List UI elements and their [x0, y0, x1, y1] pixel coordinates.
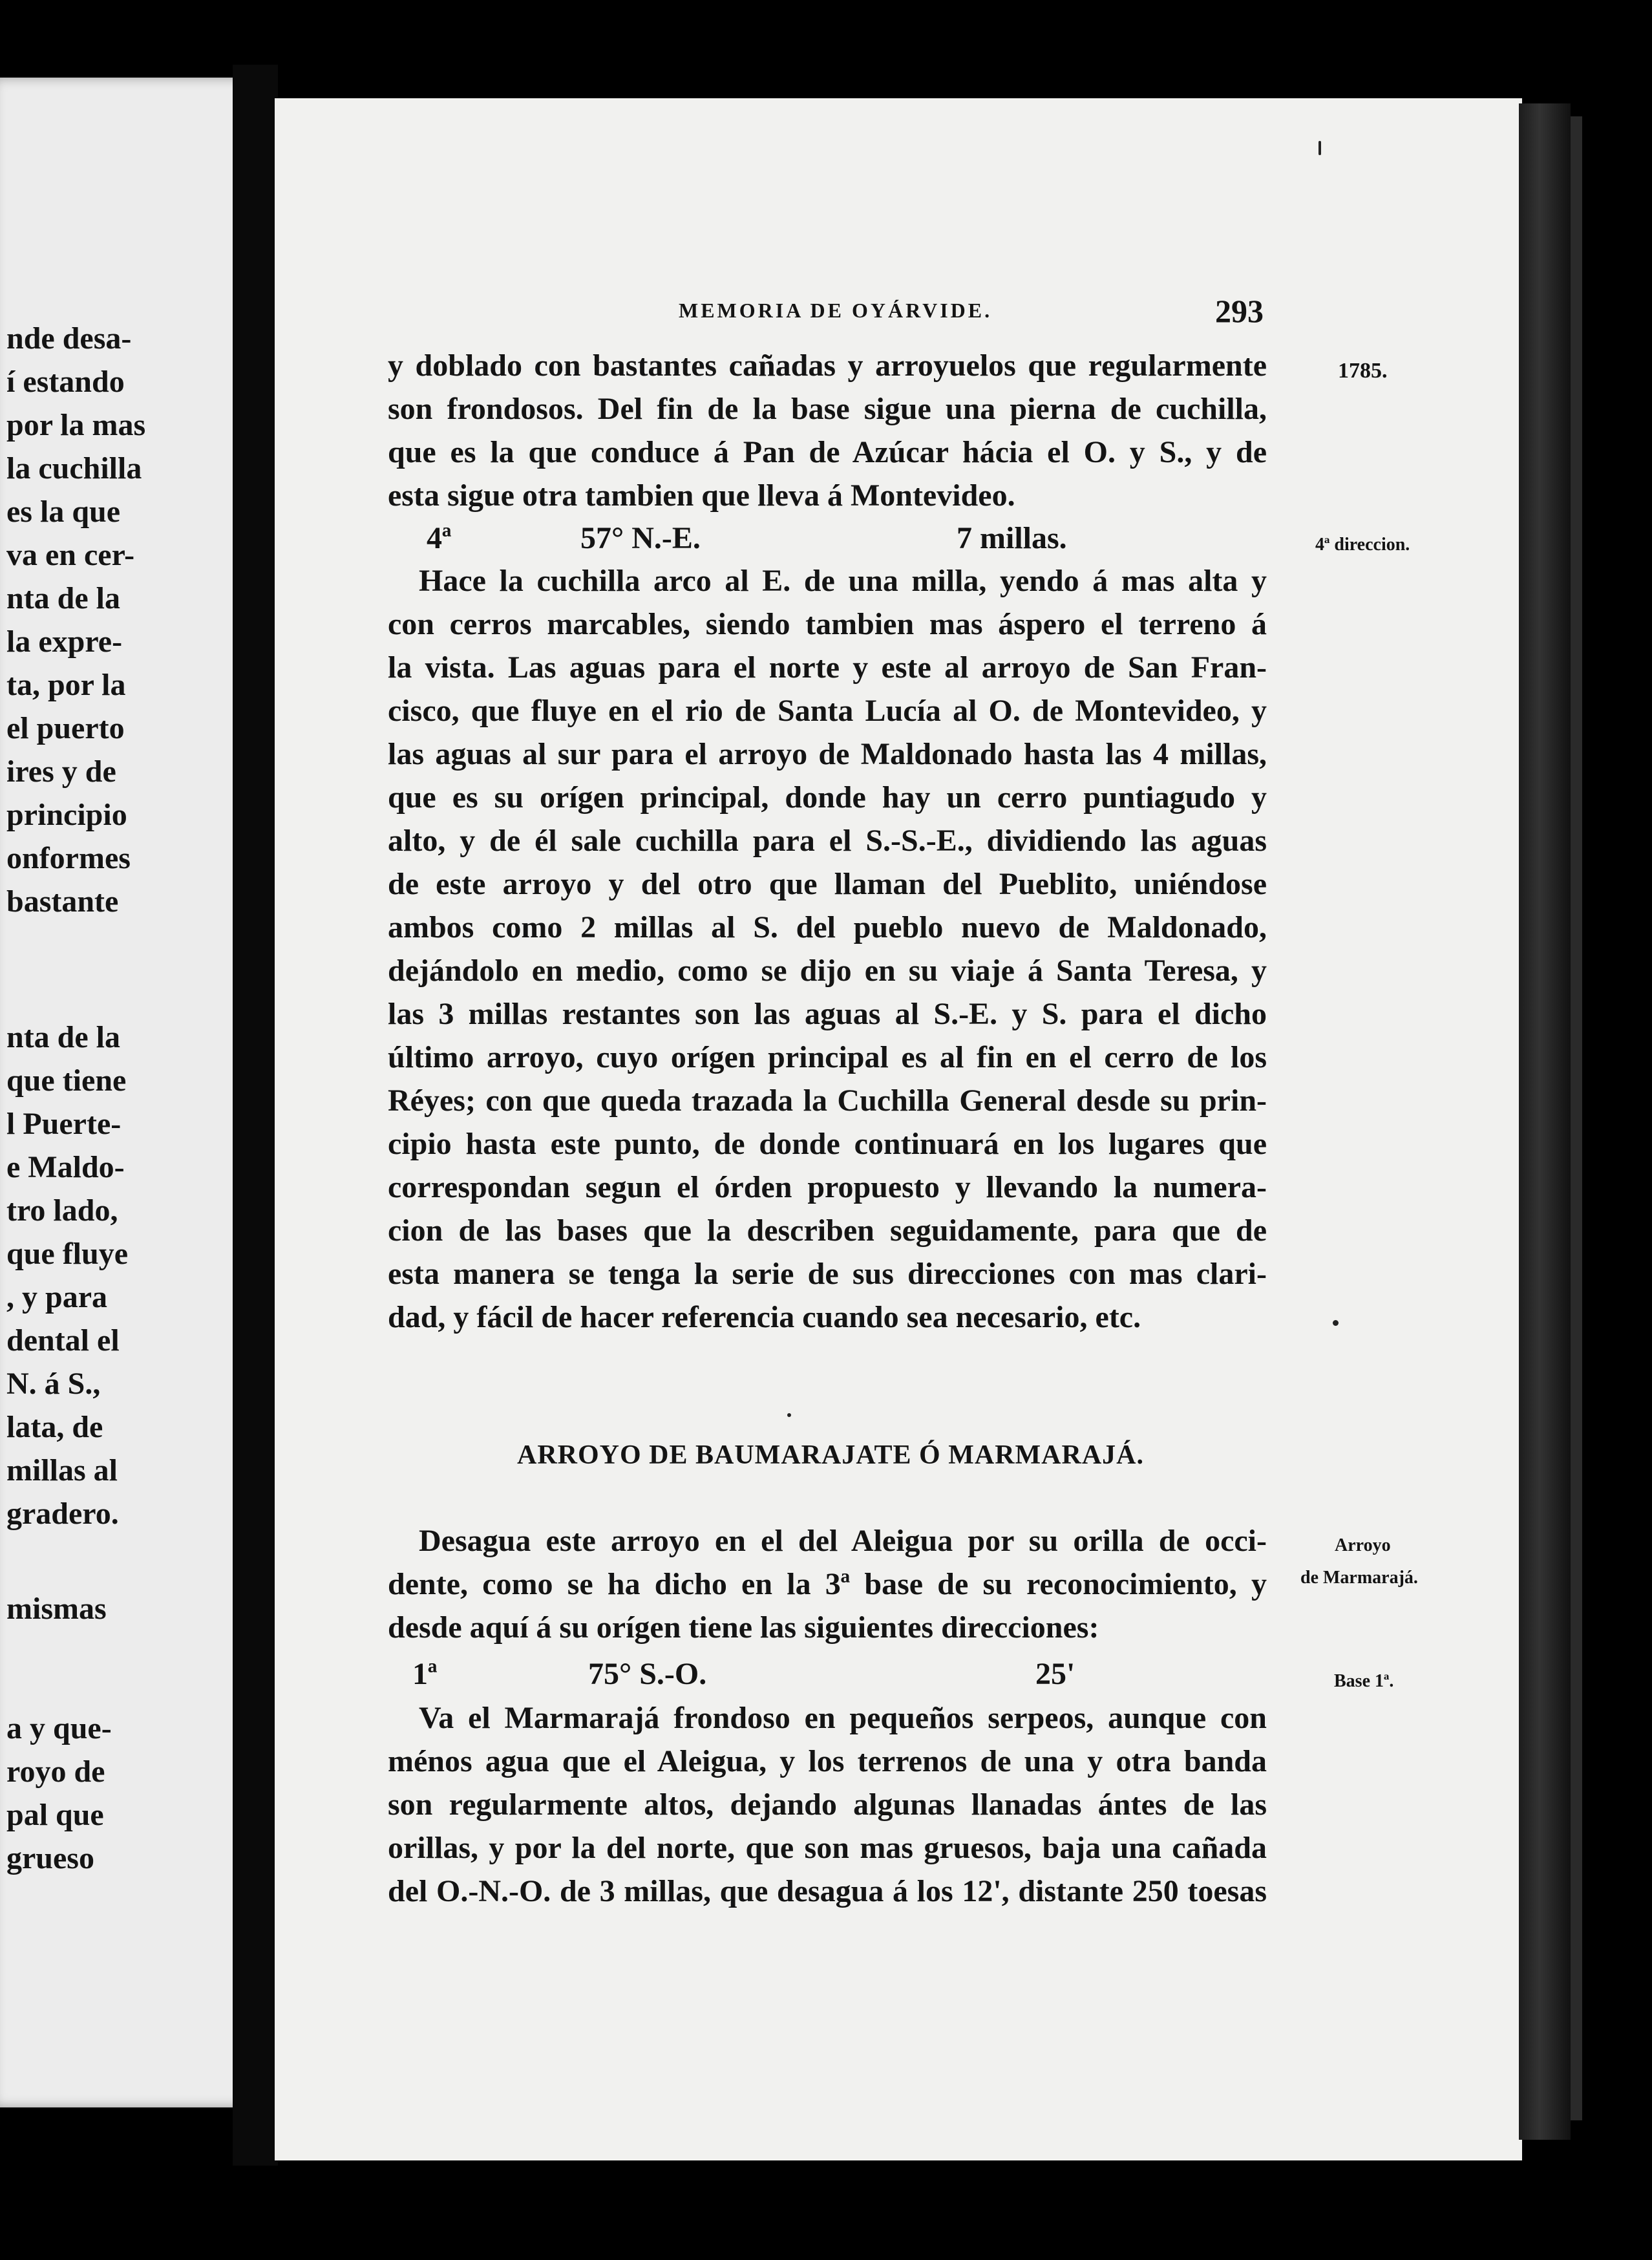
text-line: son frondosos. Del fin de la base sigue una pierna de cuchilla,	[388, 392, 1267, 426]
margin-note-arroyo: Arroyo	[1335, 1535, 1391, 1555]
direction-number: 4ª	[427, 521, 452, 555]
text-line: y doblado con bastantes cañadas y arroyuelos que regularmente	[388, 348, 1267, 383]
left-page-line: royo de	[6, 1754, 105, 1789]
direction-distance: 7 millas.	[957, 521, 1067, 555]
left-page-line: principio	[6, 798, 127, 832]
left-page-line: a y que-	[6, 1711, 112, 1745]
direction-bearing: 75° S.-O.	[588, 1657, 707, 1691]
scan-speck	[1333, 1320, 1339, 1326]
left-page-line: millas al	[6, 1453, 118, 1487]
left-page-line: tro lado,	[6, 1193, 118, 1228]
page-edge	[1571, 116, 1582, 2120]
direction-bearing: 57° N.-E.	[580, 521, 701, 555]
margin-note-base: Base 1ª.	[1334, 1671, 1394, 1691]
text-line: las 3 millas restantes son las aguas al S.-E. y S. para el dicho	[388, 997, 1267, 1031]
left-page-line: ta, por la	[6, 668, 126, 702]
left-page-line: mismas	[6, 1592, 107, 1626]
text-line: esta sigue otra tambien que lleva á Montevideo.	[388, 478, 1015, 513]
text-line: dejándolo en medio, como se dijo en su viaje á Santa Teresa, y	[388, 954, 1267, 988]
text-line: del O.-N.-O. de 3 millas, que desagua á los 12', distante 250 toesas	[388, 1874, 1267, 1908]
text-line: orillas, y por la del norte, que son mas gruesos, baja una cañada	[388, 1831, 1267, 1865]
left-page-line: bastante	[6, 884, 119, 919]
left-page-line: nta de la	[6, 581, 121, 615]
text-line: cion de las bases que la describen seguidamente, para que de	[388, 1213, 1267, 1248]
text-line: alto, y de él sale cuchilla para el S.-S.-E., dividiendo las aguas	[388, 824, 1267, 858]
text-line: cipio hasta este punto, de donde continuará en los lugares que	[388, 1127, 1267, 1161]
left-page-line: gradero.	[6, 1497, 119, 1531]
text-line: cisco, que fluye en el rio de Santa Lucía al O. de Montevideo, y	[388, 694, 1267, 728]
margin-note-arroyo: de Marmarajá.	[1300, 1568, 1418, 1588]
left-page-line: N. á S.,	[6, 1367, 101, 1401]
left-page-line: í estando	[6, 365, 125, 399]
left-page-line: nta de la	[6, 1020, 121, 1054]
direction-number: 1ª	[412, 1657, 438, 1691]
margin-note-year: 1785.	[1338, 359, 1388, 383]
text-line: dad, y fácil de hacer referencia cuando sea necesario, etc.	[388, 1300, 1141, 1334]
text-line: esta manera se tenga la serie de sus direcciones con mas clari-	[388, 1257, 1267, 1291]
page-number: 293	[1215, 293, 1264, 329]
left-page-line: lata, de	[6, 1410, 103, 1444]
left-page-line: va en cer-	[6, 538, 135, 572]
book-gutter	[233, 65, 278, 2166]
left-page-line: l Puerte-	[6, 1107, 122, 1141]
text-line: con cerros marcables, siendo tambien mas áspero el terreno á	[388, 607, 1267, 641]
left-page-line: e Maldo-	[6, 1150, 125, 1184]
left-page-line: pal que	[6, 1798, 104, 1832]
left-page-line: grueso	[6, 1841, 94, 1875]
running-title: MEMORIA DE OYÁRVIDE.	[679, 299, 993, 322]
text-line: Hace la cuchilla arco al E. de una milla, yendo á mas alta y	[419, 564, 1267, 598]
text-line: son regularmente altos, dejando algunas llanadas ántes de las	[388, 1787, 1267, 1822]
text-line: de este arroyo y del otro que llaman del Pueblito, uniéndose	[388, 867, 1267, 901]
margin-note-direction: 4ª direccion.	[1315, 535, 1410, 555]
left-page-line: nde desa-	[6, 321, 132, 356]
text-line: ambos como 2 millas al S. del pueblo nuevo de Maldonado,	[388, 910, 1267, 944]
text-line: último arroyo, cuyo orígen principal es al fin en el cerro de los	[388, 1040, 1267, 1074]
text-line: desde aquí á su orígen tiene las siguientes direcciones:	[388, 1610, 1099, 1645]
text-line: ménos agua que el Aleigua, y los terrenos de una y otra banda	[388, 1744, 1267, 1778]
left-page	[0, 78, 255, 2107]
left-page-line: que fluye	[6, 1237, 129, 1271]
left-page-line: ires y de	[6, 754, 116, 789]
left-page-line: onformes	[6, 841, 131, 875]
text-line: que es su orígen principal, donde hay un cerro puntiagudo y	[388, 780, 1267, 815]
text-line: correspondan segun el órden propuesto y llevando la numera-	[388, 1170, 1267, 1204]
left-page-line: el puerto	[6, 711, 125, 745]
text-line: Desagua este arroyo en el del Aleigua por su orilla de occi-	[419, 1524, 1267, 1558]
page-edge	[1519, 103, 1571, 2140]
text-line: Va el Marmarajá frondoso en pequeños serpeos, aunque con	[419, 1701, 1267, 1735]
section-heading: ARROYO DE BAUMARAJATE Ó MARMARAJÁ.	[517, 1440, 1144, 1470]
text-line: dente, como se ha dicho en la 3ª base de su reconocimiento, y	[388, 1567, 1267, 1601]
left-page-line: , y para	[6, 1280, 107, 1314]
left-page-line: es la que	[6, 495, 121, 529]
direction-distance: 25'	[1035, 1657, 1075, 1691]
text-line: que es la que conduce á Pan de Azúcar hácia el O. y S., y de	[388, 435, 1267, 469]
text-line: las aguas al sur para el arroyo de Maldonado hasta las 4 millas,	[388, 737, 1267, 771]
left-page-line: la expre-	[6, 624, 123, 659]
scan-speck	[1318, 141, 1321, 155]
scan-speck	[787, 1413, 791, 1417]
left-page-line: que tiene	[6, 1063, 127, 1098]
left-page-line: dental el	[6, 1323, 120, 1358]
left-page-line: la cuchilla	[6, 451, 142, 485]
left-page-line: por la mas	[6, 408, 146, 442]
text-line: la vista. Las aguas para el norte y este al arroyo de San Fran-	[388, 650, 1267, 685]
text-line: Réyes; con que queda trazada la Cuchilla General desde su prin-	[388, 1083, 1267, 1118]
